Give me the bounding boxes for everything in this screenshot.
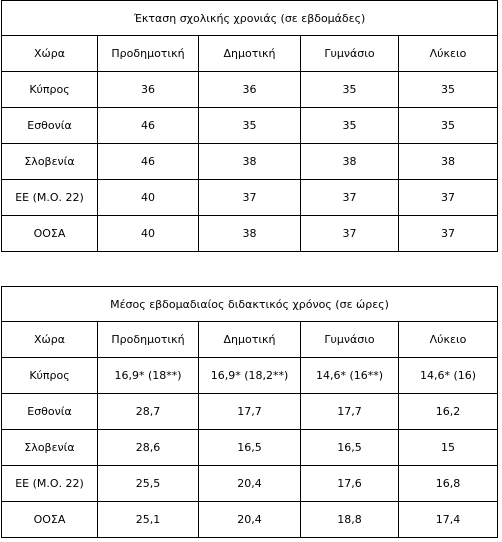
value-cell: 20,4 [199,502,301,538]
value-cell: 16,8 [399,466,498,502]
table-row [2,72,498,108]
value-cell: 35 [399,72,498,108]
value-cell: 37 [301,180,399,216]
value-cell: 25,5 [98,466,199,502]
country-cell: Σλοβενία [2,430,98,466]
table-row [2,144,498,180]
table-row [2,394,498,430]
country-cell: Κύπρος [2,358,98,394]
value-cell: 16,9* (18,2**) [199,358,301,394]
header-row [2,322,498,358]
value-cell: 38 [399,144,498,180]
value-cell: 37 [199,180,301,216]
column-header-primary: Δημοτική [199,322,301,358]
value-cell: 16,2 [399,394,498,430]
value-cell: 40 [98,216,199,252]
table-caption: Μέσος εβδομαδιαίος διδακτικός χρόνος (σε ώρες) [2,287,498,322]
country-cell: Σλοβενία [2,144,98,180]
value-cell: 17,4 [399,502,498,538]
table-row [2,358,498,394]
table-row [2,430,498,466]
column-header-upper-secondary: Λύκειο [399,322,498,358]
value-cell: 35 [301,108,399,144]
value-cell: 40 [98,180,199,216]
value-cell: 37 [399,180,498,216]
country-cell: ΟΟΣΑ [2,216,98,252]
school-year-length-table [1,0,498,252]
value-cell: 15 [399,430,498,466]
header-row [2,36,498,72]
value-cell: 37 [301,216,399,252]
column-header-country: Χώρα [2,36,98,72]
column-header-upper-secondary: Λύκειο [399,36,498,72]
value-cell: 14,6* (16) [399,358,498,394]
value-cell: 17,6 [301,466,399,502]
value-cell: 16,5 [199,430,301,466]
value-cell: 37 [399,216,498,252]
value-cell: 16,9* (18**) [98,358,199,394]
country-cell: ΕΕ (Μ.Ο. 22) [2,466,98,502]
value-cell: 28,6 [98,430,199,466]
value-cell: 46 [98,144,199,180]
value-cell: 35 [399,108,498,144]
value-cell: 46 [98,108,199,144]
table-row [2,216,498,252]
table-caption: Έκταση σχολικής χρονιάς (σε εβδομάδες) [2,1,498,36]
table-row [2,180,498,216]
value-cell: 28,7 [98,394,199,430]
value-cell: 36 [199,72,301,108]
table-row [2,502,498,538]
value-cell: 38 [199,216,301,252]
column-header-preprimary: Προδημοτική [98,36,199,72]
country-cell: Εσθονία [2,394,98,430]
value-cell: 25,1 [98,502,199,538]
country-cell: Κύπρος [2,72,98,108]
value-cell: 20,4 [199,466,301,502]
table-row [2,466,498,502]
value-cell: 17,7 [199,394,301,430]
value-cell: 17,7 [301,394,399,430]
column-header-lower-secondary: Γυμνάσιο [301,36,399,72]
value-cell: 14,6* (16**) [301,358,399,394]
column-header-country: Χώρα [2,322,98,358]
value-cell: 36 [98,72,199,108]
country-cell: Εσθονία [2,108,98,144]
column-header-preprimary: Προδημοτική [98,322,199,358]
table-row [2,108,498,144]
value-cell: 18,8 [301,502,399,538]
value-cell: 35 [301,72,399,108]
country-cell: ΕΕ (Μ.Ο. 22) [2,180,98,216]
value-cell: 38 [301,144,399,180]
value-cell: 16,5 [301,430,399,466]
weekly-teaching-time-table [1,286,498,538]
value-cell: 35 [199,108,301,144]
column-header-lower-secondary: Γυμνάσιο [301,322,399,358]
column-header-primary: Δημοτική [199,36,301,72]
country-cell: ΟΟΣΑ [2,502,98,538]
value-cell: 38 [199,144,301,180]
